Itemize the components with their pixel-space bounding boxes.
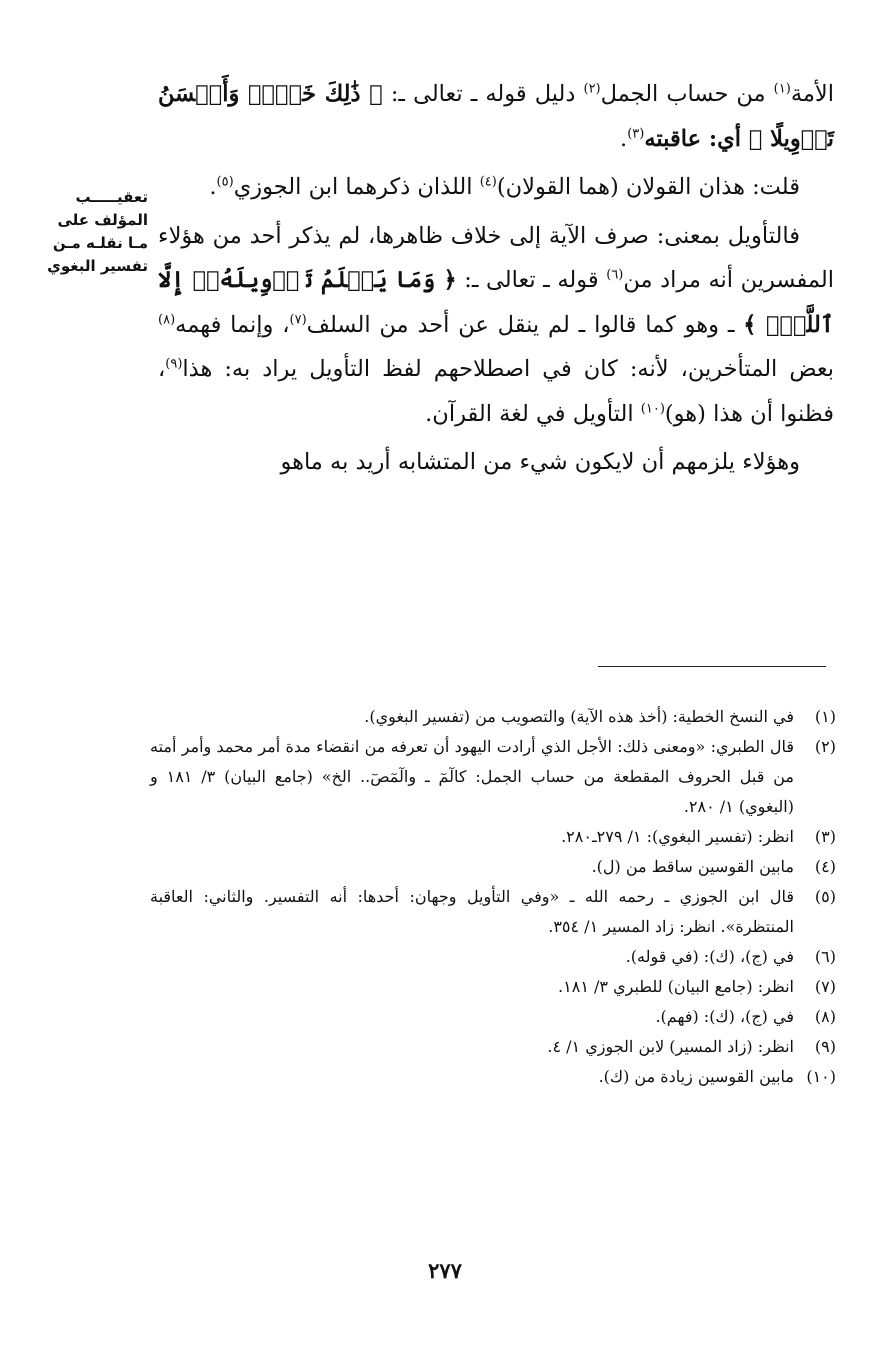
text-run: ـ وهو كما قالوا ـ لم ينقل عن أحد من السلف [306, 311, 744, 338]
footnote-ref[interactable]: (٤) [479, 174, 497, 190]
text-run: قوله ـ تعالى ـ: [456, 267, 607, 293]
footnote-number: (٦) [814, 947, 836, 966]
footnote-ref[interactable]: (٢) [583, 81, 601, 97]
footnote-number: (٢) [814, 737, 836, 756]
footnote-text: انظر: (زاد المسير) لابن الجوزي ١/ ٤. [547, 1037, 794, 1056]
footnote-text: انظر: (تفسير البغوي): ١/ ٢٧٩ـ٢٨٠. [561, 827, 794, 846]
footnote-number: (١٠) [806, 1067, 836, 1086]
footnote-text: قال الطبري: «ومعنى ذلك: الأجل الذي أرادت اليهود أن تعرفه من انقضاء مدة أمر محمد وأمر أمته من قبل الحروف المقطعة من حساب الجمل: كالٓمٓ ـ والٓمٓصٓ.. الخ» (جامع البيان) ٣/ ١٨١ و (البغوي) ١/ ٢٨٠. [150, 737, 794, 816]
footnote-number: (١) [814, 707, 836, 726]
footnote-item [150, 852, 836, 882]
footnote-item [150, 942, 836, 972]
text-run: . [620, 125, 628, 152]
text-run: أي: عاقبته [644, 125, 749, 152]
footnote-text: مابين القوسين ساقط من (ل). [591, 857, 794, 876]
footnote-ref[interactable]: (٩) [165, 356, 183, 372]
footnote-number: (٤) [814, 857, 836, 876]
footnote-separator [598, 666, 826, 667]
footnote-text: في (ج)، (ك): (فهم). [655, 1007, 794, 1026]
text-run: بعض المتأخرين، لأنه: كان في اصطلاحهم لفظ التأويل يراد به: هذا [182, 356, 834, 382]
footnote-number: (٩) [814, 1037, 836, 1056]
footnote-text: في النسخ الخطية: (أخذ هذه الآية) والتصويب من (تفسير البغوي). [364, 707, 794, 726]
footnote-item [150, 702, 836, 732]
text-run: ، فظنوا أن هذا (هو) [158, 356, 834, 427]
paragraph-1 [158, 72, 834, 161]
footnote-number: (٣) [814, 827, 836, 846]
text-run: وهؤلاء يلزمهم أن لايكون شيء من المتشابه أريد به ماهو [280, 449, 800, 475]
text-run: فالتأويل بمعنى: صرف الآية إلى خلاف ظاهرها، لم يذكر أحد من هؤلاء المفسرين أنه مراد من [158, 222, 834, 293]
quran-verse: ﴿ وَمَا يَعۡلَمُ تَأۡوِيلَهُۥٓ إِلَّا ٱللَّهُۗ ﴾ [158, 267, 834, 338]
paragraph-4 [158, 440, 834, 485]
margin-note-line: تفسير البغوي [47, 257, 148, 275]
footnote-ref[interactable]: (١٠) [640, 401, 665, 416]
footnote-ref[interactable]: (٥) [216, 174, 234, 190]
quran-verse: ﴿ ذَٰلِكَ خَيۡرٞ وَأَحۡسَنُ تَأۡوِيلًا ﴾ [158, 81, 834, 152]
main-text [158, 72, 834, 489]
footnote-ref[interactable]: (٧) [289, 312, 307, 327]
footnote-item [150, 1062, 836, 1092]
text-run: دليل قوله ـ تعالى ـ: [382, 81, 584, 107]
footnote-number: (٧) [814, 977, 836, 996]
footnote-item [150, 732, 836, 822]
margin-note-line: تعقيـــــب [75, 188, 148, 206]
text-run: من حساب الجمل [600, 81, 774, 107]
footnote-item [150, 1002, 836, 1032]
text-run: ، وإنما فهمه [175, 311, 290, 338]
margin-note-line: المؤلف على [57, 211, 148, 229]
text-run: . [209, 174, 217, 200]
text-run: اللذان ذكرهما ابن الجوزي [233, 174, 480, 200]
text-run: الأمة [790, 81, 835, 107]
footnote-ref[interactable]: (١) [773, 81, 791, 97]
footnote-item [150, 822, 836, 852]
footnote-ref[interactable]: (٨) [158, 312, 176, 327]
text-run: التأويل في لغة القرآن. [425, 400, 641, 427]
footnote-text: في (ج)، (ك): (في قوله). [625, 947, 794, 966]
footnote-text: مابين القوسين زيادة من (ك). [598, 1067, 794, 1086]
footnote-number: (٨) [814, 1007, 836, 1026]
footnote-ref[interactable]: (٦) [606, 267, 624, 283]
footnote-number: (٥) [814, 887, 836, 906]
footnote-text: قال ابن الجوزي ـ رحمه الله ـ «وفي التأويل وجهان: أحدها: أنه التفسير. والثاني: العاقبة المنتظرة». انظر: زاد المسير ١/ ٣٥٤. [150, 887, 794, 936]
paragraph-3 [158, 214, 834, 437]
footnote-ref[interactable]: (٣) [627, 126, 645, 141]
page-number: ٢٧٧ [428, 1258, 462, 1283]
footnote-text: انظر: (جامع البيان) للطبري ٣/ ١٨١. [558, 977, 794, 996]
paragraph-2 [158, 165, 834, 210]
footnote-item [150, 972, 836, 1002]
footnote-item [150, 1032, 836, 1062]
margin-note-line: مـا نقلـه مـن [52, 234, 148, 252]
footnote-item [150, 882, 836, 942]
text-run: قلت: هذان القولان (هما القولان) [496, 174, 800, 200]
footnotes [150, 702, 836, 1092]
margin-note [20, 186, 148, 278]
